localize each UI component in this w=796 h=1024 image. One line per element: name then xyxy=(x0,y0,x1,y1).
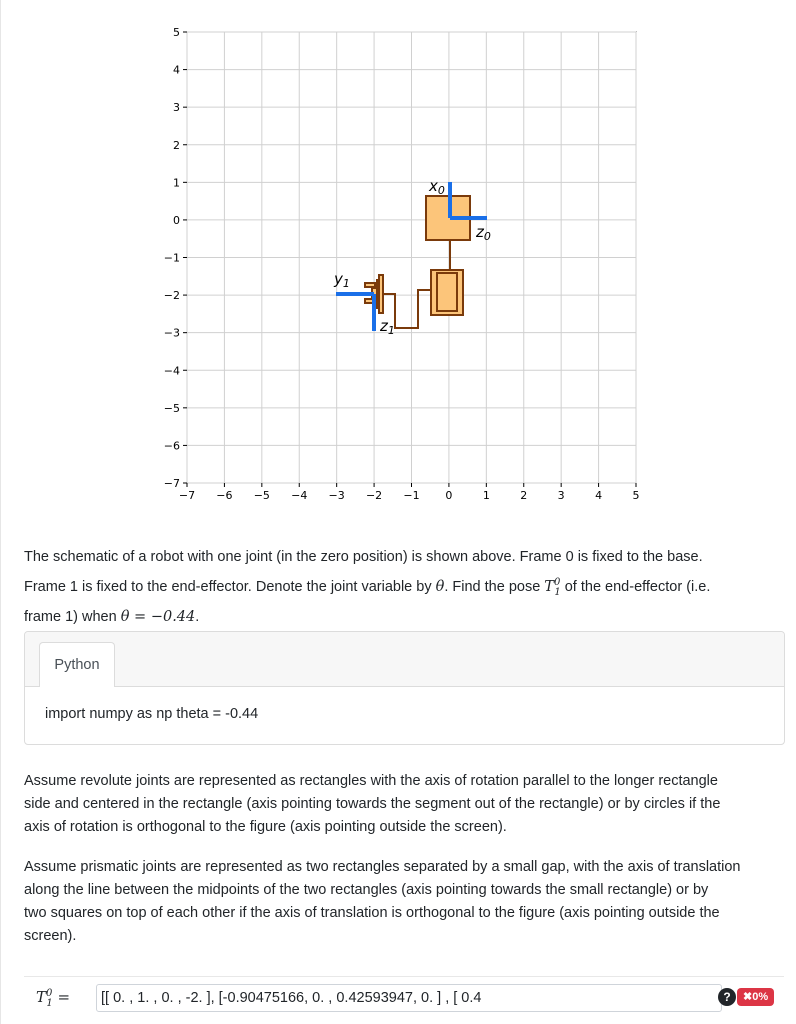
revolute-note-line-2: side and centered in the rectangle (axis pointing towards the segment out of the rectangle) or by circles if the xyxy=(24,796,721,812)
x-tick-label: −7 xyxy=(178,489,196,502)
score-badge: ✖0% xyxy=(737,988,774,1006)
question-text xyxy=(24,545,784,630)
y-tick-label: −6 xyxy=(163,439,180,453)
y-tick-label: 2 xyxy=(173,138,180,152)
code-content: import numpy as np theta = -0.44 xyxy=(45,706,259,722)
x-tick-label: −6 xyxy=(216,489,233,502)
prismatic-note-line-1: Assume prismatic joints are represented as two rectangles separated by a small gap, with the axis of translation xyxy=(24,859,741,875)
y-tick-label: 4 xyxy=(173,63,180,77)
x-tick-label: −1 xyxy=(403,489,420,502)
theta-value: θ = −0.44 xyxy=(120,608,196,625)
code-card-header xyxy=(25,632,784,687)
answer-label: $T^0_1$ = xyxy=(36,988,71,1009)
x-tick-label: 2 xyxy=(520,489,528,502)
pose-symbol: $T^0_1$ xyxy=(544,577,561,598)
y-tick-label: −7 xyxy=(163,477,180,490)
revolute-joint-note xyxy=(24,770,786,839)
y1-label: $y_1$ xyxy=(334,270,350,290)
revolute-note-line-1: Assume revolute joints are represented as rectangles with the axis of rotation parallel to the longer rectangle xyxy=(24,773,718,789)
x-tick-label: −5 xyxy=(253,489,270,502)
prismatic-note-line-2: along the line between the midpoints of the two rectangles (axis pointing towards the small rectangle) or by xyxy=(24,882,709,898)
y-tick-label: 0 xyxy=(173,213,180,227)
y-tick-label: 1 xyxy=(173,176,180,190)
question-line-2-a: Frame 1 is fixed to the end-effector. Denote the joint variable by xyxy=(24,578,436,595)
help-icon[interactable]: ? xyxy=(718,988,736,1006)
y-tick-label: −2 xyxy=(163,289,180,303)
y-tick-label: −3 xyxy=(163,326,180,340)
z1-label: $z_1$ xyxy=(380,317,395,337)
answer-row xyxy=(24,984,784,1012)
end-effector-stem xyxy=(379,275,383,313)
z0-label: $z_0$ xyxy=(476,223,491,243)
prismatic-inner xyxy=(437,273,457,311)
x-tick-label: 3 xyxy=(557,489,565,502)
x-tick-label: −3 xyxy=(328,489,345,502)
prismatic-note-line-3: two squares on top of each other if the axis of translation is orthogonal to the figure (axis pointing outside the xyxy=(24,905,720,921)
robot-schematic-plot xyxy=(150,18,650,508)
tab-python[interactable]: Python xyxy=(39,642,115,687)
revolute-note-line-3: axis of rotation is orthogonal to the figure (axis pointing outside the screen). xyxy=(24,819,507,835)
prismatic-joint-note xyxy=(24,856,786,948)
x-tick-label: 0 xyxy=(445,489,453,502)
end-effector-bar xyxy=(365,283,375,287)
theta-symbol: θ xyxy=(435,578,445,595)
y-tick-label: 3 xyxy=(173,101,180,115)
question-line-3 xyxy=(24,605,784,630)
question-line-2 xyxy=(24,570,784,605)
prismatic-note-line-4: screen). xyxy=(24,928,77,944)
code-card xyxy=(24,631,785,745)
y-tick-label: −5 xyxy=(163,401,180,415)
question-line-3-a: frame 1) when xyxy=(24,608,121,625)
question-line-3-b: . xyxy=(195,608,200,625)
x-tick-label: −2 xyxy=(365,489,383,502)
x-tick-label: 1 xyxy=(482,489,490,502)
x-tick-label: 5 xyxy=(632,489,640,502)
y-tick-label: 5 xyxy=(173,26,180,39)
page-left-border xyxy=(0,0,1,1024)
answer-divider xyxy=(24,976,784,977)
x-tick-label: 4 xyxy=(595,489,603,502)
x0-label: $x_0$ xyxy=(429,177,445,197)
question-line-2-b: . Find the pose xyxy=(444,578,545,595)
question-line-2-c: of the end-effector (i.e. xyxy=(560,578,711,595)
y-tick-label: −4 xyxy=(163,364,180,378)
x-tick-label: −4 xyxy=(291,489,308,502)
y-tick-label: −1 xyxy=(163,251,180,265)
answer-input[interactable]: [[ 0. , 1. , 0. , -2. ], [-0.90475166, 0. , 0.42593947, 0. ] , [ 0.4 xyxy=(96,984,722,1012)
question-line-1: The schematic of a robot with one joint (in the zero position) is shown above. Frame 0 is fixed to the base. xyxy=(24,549,703,565)
